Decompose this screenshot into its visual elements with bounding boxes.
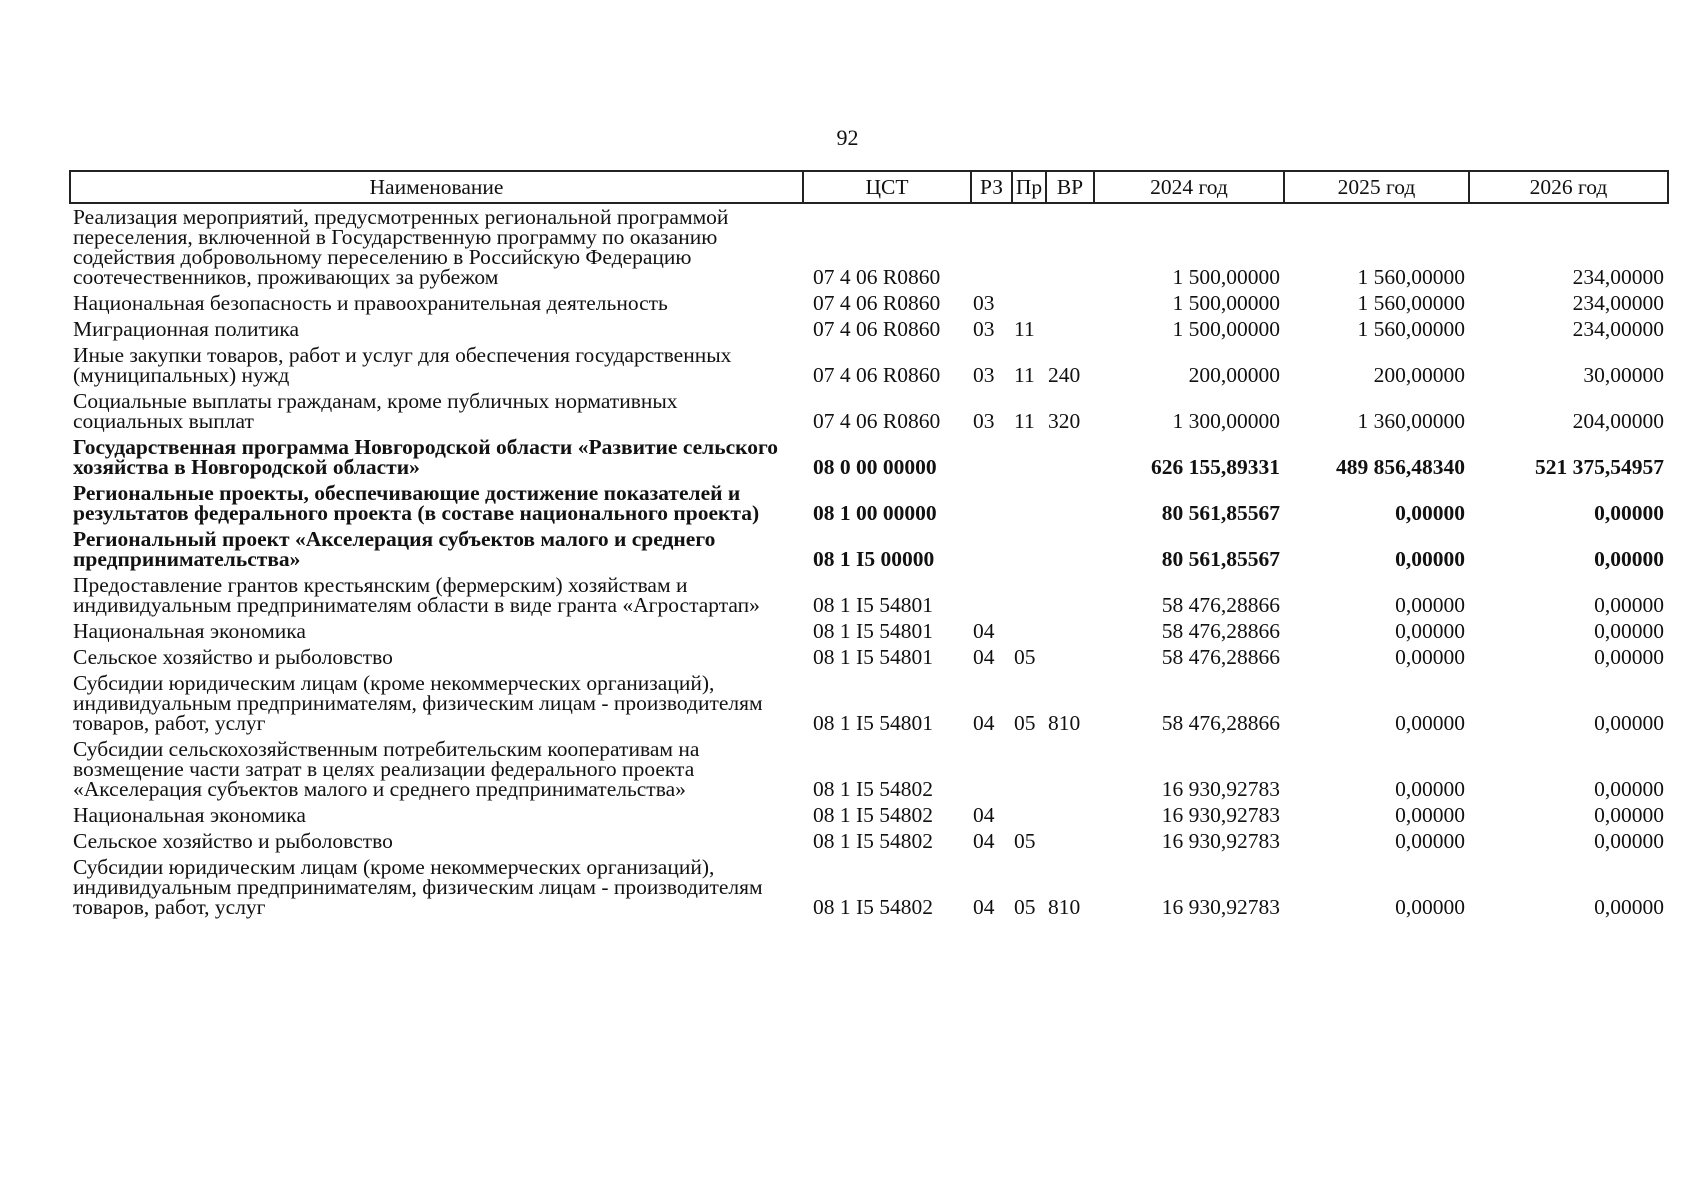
cell-pr: 05 (1014, 895, 1036, 919)
cell-vr: 240 (1048, 363, 1081, 387)
cell-2024: 626 155,89331 (1151, 455, 1280, 479)
cell-name: Национальная безопасность и правоохранительная деятельность (73, 291, 668, 315)
cell-2026: 0,00000 (1594, 501, 1664, 525)
table-row (70, 854, 1668, 920)
cell-2024: 58 476,28866 (1161, 711, 1280, 735)
cell-2026: 0,00000 (1594, 547, 1664, 571)
cell-name: Региональные проекты, обеспечивающие достижение показателей и результатов федерального проекта (в составе национального проекта) (73, 481, 760, 525)
cell-rz: 03 (973, 291, 995, 315)
cell-2025: 1 560,00000 (1357, 317, 1465, 341)
cell-vr (1046, 290, 1094, 316)
cell-vr (1046, 828, 1094, 854)
cell-cst: 08 1 I5 00000 (813, 547, 935, 571)
cell-name: Социальные выплаты гражданам, кроме публичных нормативных социальных выплат (73, 389, 678, 433)
cell-pr (1012, 736, 1046, 802)
budget-table (69, 170, 1669, 920)
cell-2026: 0,00000 (1594, 895, 1664, 919)
cell-2024: 80 561,85567 (1161, 547, 1280, 571)
cell-vr (1046, 480, 1094, 526)
cell-cst: 07 4 06 R0860 (813, 409, 941, 433)
cell-name: Национальная экономика (73, 803, 306, 827)
header-pr: Пр (1012, 171, 1046, 203)
table-row (70, 388, 1668, 434)
cell-name: Реализация мероприятий, предусмотренных региональной программой переселения, включенной в Государственную программу по оказанию содействия добровольному переселению в Российскую Федерацию соотечественников, проживающих за рубежом (73, 205, 729, 289)
cell-cst: 07 4 06 R0860 (813, 291, 941, 315)
cell-2025: 489 856,48340 (1336, 455, 1465, 479)
cell-2026: 234,00000 (1572, 317, 1664, 341)
cell-2024: 200,00000 (1188, 363, 1280, 387)
cell-2024: 1 500,00000 (1172, 317, 1280, 341)
cell-vr: 810 (1048, 711, 1081, 735)
cell-2026: 234,00000 (1572, 265, 1664, 289)
cell-2024: 16 930,92783 (1161, 895, 1280, 919)
cell-pr (1012, 526, 1046, 572)
page-number: 92 (836, 125, 859, 150)
table-row (70, 736, 1668, 802)
cell-pr: 05 (1014, 645, 1036, 669)
cell-vr (1046, 434, 1094, 480)
cell-2025: 1 360,00000 (1357, 409, 1465, 433)
cell-rz (971, 203, 1012, 290)
cell-2024: 1 300,00000 (1172, 409, 1280, 433)
cell-2025: 0,00000 (1395, 803, 1465, 827)
cell-2026: 0,00000 (1594, 803, 1664, 827)
cell-pr (1012, 618, 1046, 644)
cell-rz: 04 (973, 645, 995, 669)
cell-2026: 0,00000 (1594, 711, 1664, 735)
table-row (70, 290, 1668, 316)
cell-pr (1012, 434, 1046, 480)
cell-rz: 04 (973, 803, 995, 827)
cell-pr: 05 (1014, 829, 1036, 853)
cell-2026: 30,00000 (1583, 363, 1664, 387)
cell-cst: 08 1 I5 54802 (813, 803, 934, 827)
header-2025: 2025 год (1284, 171, 1469, 203)
cell-vr: 810 (1048, 895, 1081, 919)
cell-pr: 11 (1014, 363, 1035, 387)
header-name: Наименование (70, 171, 803, 203)
cell-vr (1046, 203, 1094, 290)
cell-cst: 08 1 I5 54802 (813, 895, 934, 919)
table-row (70, 618, 1668, 644)
cell-name: Субсидии юридическим лицам (кроме некоммерческих организаций), индивидуальным предпринимателям, физическим лицам - производителям товаров, работ, услуг (73, 855, 763, 919)
cell-rz (971, 480, 1012, 526)
table-row (70, 342, 1668, 388)
cell-2024: 16 930,92783 (1161, 777, 1280, 801)
cell-name: Сельское хозяйство и рыболовство (73, 645, 393, 669)
cell-rz (971, 526, 1012, 572)
cell-2026: 0,00000 (1594, 593, 1664, 617)
cell-pr (1012, 290, 1046, 316)
cell-rz: 04 (973, 619, 995, 643)
cell-vr: 320 (1048, 409, 1081, 433)
table-row (70, 480, 1668, 526)
cell-name: Национальная экономика (73, 619, 306, 643)
table-row (70, 828, 1668, 854)
cell-rz: 04 (973, 711, 995, 735)
cell-rz: 03 (973, 363, 995, 387)
cell-2026: 0,00000 (1594, 777, 1664, 801)
cell-vr (1046, 736, 1094, 802)
cell-2024: 1 500,00000 (1172, 265, 1280, 289)
cell-rz: 04 (973, 895, 995, 919)
header-rz: РЗ (971, 171, 1012, 203)
cell-cst: 08 1 00 00000 (813, 501, 937, 525)
cell-name: Миграционная политика (73, 317, 300, 341)
cell-cst: 07 4 06 R0860 (813, 317, 941, 341)
cell-cst: 08 0 00 00000 (813, 455, 937, 479)
cell-2024: 80 561,85567 (1161, 501, 1280, 525)
cell-2025: 0,00000 (1395, 645, 1465, 669)
cell-pr (1012, 572, 1046, 618)
cell-cst: 08 1 I5 54802 (813, 777, 934, 801)
cell-pr: 05 (1014, 711, 1036, 735)
header-2024: 2024 год (1094, 171, 1284, 203)
table-body (70, 203, 1668, 920)
header-vr: ВР (1046, 171, 1094, 203)
cell-2024: 1 500,00000 (1172, 291, 1280, 315)
cell-rz (971, 572, 1012, 618)
cell-2024: 58 476,28866 (1161, 645, 1280, 669)
cell-rz (971, 736, 1012, 802)
cell-pr: 11 (1014, 317, 1035, 341)
cell-name: Региональный проект «Акселерация субъектов малого и среднего предпринимательства» (73, 527, 716, 571)
cell-name: Сельское хозяйство и рыболовство (73, 829, 393, 853)
cell-name: Иные закупки товаров, работ и услуг для обеспечения государственных (муниципальных) нужд (73, 343, 732, 387)
cell-pr (1012, 802, 1046, 828)
cell-rz: 03 (973, 317, 995, 341)
cell-rz (971, 434, 1012, 480)
cell-2025: 0,00000 (1395, 619, 1465, 643)
cell-2025: 1 560,00000 (1357, 291, 1465, 315)
table-row (70, 203, 1668, 290)
cell-cst: 08 1 I5 54801 (813, 711, 934, 735)
cell-vr (1046, 618, 1094, 644)
table-row (70, 572, 1668, 618)
cell-name: Государственная программа Новгородской области «Развитие сельского хозяйства в Новгородской области» (73, 435, 778, 479)
cell-cst: 07 4 06 R0860 (813, 265, 941, 289)
header-row (70, 171, 1668, 203)
table-row (70, 644, 1668, 670)
cell-rz: 04 (973, 829, 995, 853)
cell-pr (1012, 203, 1046, 290)
cell-2025: 0,00000 (1395, 593, 1465, 617)
cell-vr (1046, 316, 1094, 342)
cell-rz: 03 (973, 409, 995, 433)
cell-cst: 08 1 I5 54802 (813, 829, 934, 853)
cell-2026: 0,00000 (1594, 645, 1664, 669)
header-2026: 2026 год (1469, 171, 1668, 203)
cell-2025: 0,00000 (1395, 895, 1465, 919)
cell-2025: 0,00000 (1395, 547, 1465, 571)
cell-vr (1046, 572, 1094, 618)
cell-vr (1046, 802, 1094, 828)
cell-cst: 07 4 06 R0860 (813, 363, 941, 387)
table-row (70, 802, 1668, 828)
cell-2025: 0,00000 (1395, 829, 1465, 853)
cell-pr: 11 (1014, 409, 1035, 433)
cell-vr (1046, 644, 1094, 670)
cell-2025: 0,00000 (1395, 501, 1465, 525)
cell-cst: 08 1 I5 54801 (813, 593, 934, 617)
cell-2026: 204,00000 (1572, 409, 1664, 433)
cell-pr (1012, 480, 1046, 526)
cell-2026: 234,00000 (1572, 291, 1664, 315)
header-cst: ЦСТ (803, 171, 971, 203)
cell-2026: 0,00000 (1594, 619, 1664, 643)
cell-2024: 58 476,28866 (1161, 593, 1280, 617)
cell-2025: 0,00000 (1395, 711, 1465, 735)
cell-name: Субсидии юридическим лицам (кроме некоммерческих организаций), индивидуальным предпринимателям, физическим лицам - производителям товаров, работ, услуг (73, 671, 763, 735)
cell-2024: 16 930,92783 (1161, 803, 1280, 827)
cell-2025: 200,00000 (1373, 363, 1465, 387)
cell-name: Субсидии сельскохозяйственным потребительским кооперативам на возмещение части затрат в целях реализации федерального проекта «Акселерация субъектов малого и среднего предпринимательства» (73, 737, 700, 801)
table-row (70, 670, 1668, 736)
table-row (70, 434, 1668, 480)
cell-name: Предоставление грантов крестьянским (фермерским) хозяйствам и индивидуальным предпринимателям области в виде гранта «Агростартап» (73, 573, 760, 617)
cell-2024: 58 476,28866 (1161, 619, 1280, 643)
cell-2025: 1 560,00000 (1357, 265, 1465, 289)
table-header (70, 171, 1668, 203)
table-row (70, 316, 1668, 342)
cell-2026: 0,00000 (1594, 829, 1664, 853)
cell-2024: 16 930,92783 (1161, 829, 1280, 853)
cell-cst: 08 1 I5 54801 (813, 645, 934, 669)
cell-2025: 0,00000 (1395, 777, 1465, 801)
table-row (70, 526, 1668, 572)
cell-2026: 521 375,54957 (1535, 455, 1664, 479)
cell-cst: 08 1 I5 54801 (813, 619, 934, 643)
cell-vr (1046, 526, 1094, 572)
